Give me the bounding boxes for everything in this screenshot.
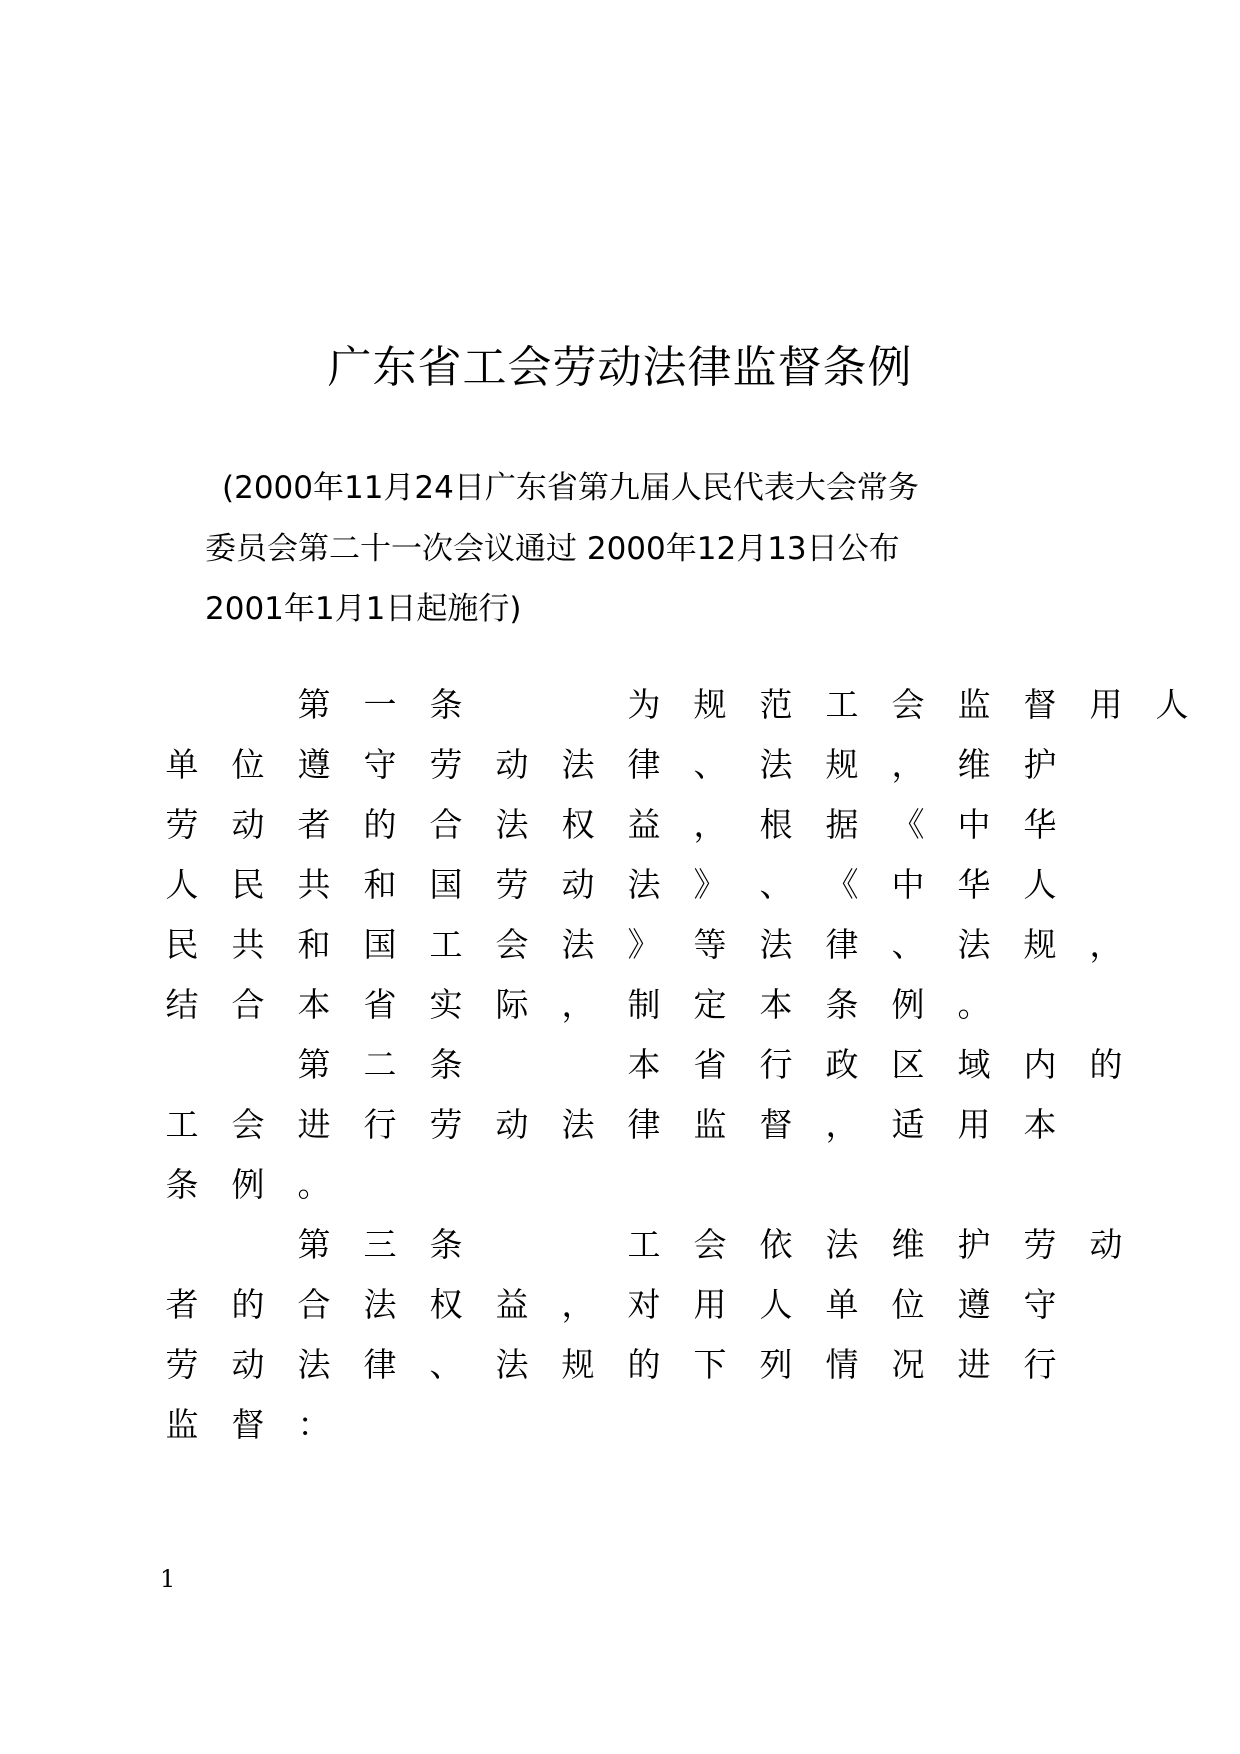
body-char: 民 <box>165 925 199 964</box>
body-char: 人 <box>1155 685 1189 724</box>
body-char: 动 <box>495 1105 529 1144</box>
body-char: 内 <box>1023 1045 1057 1084</box>
body-char: 动 <box>1089 1225 1123 1264</box>
body-char: ， <box>561 1285 595 1324</box>
body-char: 依 <box>759 1225 793 1264</box>
body-char: 律 <box>627 745 661 784</box>
body-char: 对 <box>627 1285 661 1324</box>
body-char: 列 <box>759 1345 793 1384</box>
body-char: ， <box>825 1105 859 1144</box>
body-char: 实 <box>429 985 463 1024</box>
body-char: 法 <box>759 745 793 784</box>
body-char: 护 <box>1023 745 1057 784</box>
body-char: 国 <box>429 865 463 904</box>
body-char: 合 <box>297 1285 331 1324</box>
body-char: 法 <box>561 1105 595 1144</box>
body-char: 益 <box>495 1285 529 1324</box>
body-char: 情 <box>825 1345 859 1384</box>
body-char: 。 <box>957 985 991 1024</box>
body-char: 进 <box>957 1345 991 1384</box>
body-char: 维 <box>891 1225 925 1264</box>
body-char: 第 <box>297 1045 331 1084</box>
body-char: 、 <box>429 1345 463 1384</box>
body-char: 行 <box>759 1045 793 1084</box>
body-char: 人 <box>759 1285 793 1324</box>
body-char: 省 <box>693 1045 727 1084</box>
body-char: ， <box>891 745 925 784</box>
body-char: 三 <box>363 1225 397 1264</box>
body-char: 华 <box>1023 805 1057 844</box>
adoption-note-line-1: (2000年11月24日广东省第九届人民代表大会常务 <box>222 470 919 506</box>
body-char: 法 <box>363 1285 397 1324</box>
body-char: ： <box>297 1405 331 1444</box>
body-char: 行 <box>1023 1345 1057 1384</box>
body-char: 会 <box>231 1105 265 1144</box>
body-char: 二 <box>363 1045 397 1084</box>
body-char: 规 <box>1023 925 1057 964</box>
body-char: 权 <box>429 1285 463 1324</box>
body-char: 动 <box>231 805 265 844</box>
body-char: 制 <box>627 985 661 1024</box>
body-char: 护 <box>957 1225 991 1264</box>
body-char: 《 <box>891 805 925 844</box>
body-char: 规 <box>561 1345 595 1384</box>
body-char: 。 <box>297 1165 331 1204</box>
body-char: 据 <box>825 805 859 844</box>
body-char: 一 <box>363 685 397 724</box>
body-char: 工 <box>825 685 859 724</box>
body-char: 中 <box>957 805 991 844</box>
body-char: 单 <box>165 745 199 784</box>
body-char: 用 <box>1089 685 1123 724</box>
body-line <box>160 863 1160 907</box>
body-char: 区 <box>891 1045 925 1084</box>
body-char: 、 <box>759 865 793 904</box>
body-char: 者 <box>165 1285 199 1324</box>
body-char: 守 <box>1023 1285 1057 1324</box>
body-char: 法 <box>825 1225 859 1264</box>
body-line <box>160 1103 1160 1147</box>
body-line <box>160 1403 1160 1447</box>
adoption-note-line-2: 委员会第二十一次会议通过 2000年12月13日公布 <box>205 531 900 567</box>
body-char: 监 <box>693 1105 727 1144</box>
body-char: 动 <box>495 745 529 784</box>
adoption-note-line-3: 2001年1月1日起施行) <box>205 591 522 627</box>
body-char: 用 <box>957 1105 991 1144</box>
body-char: 督 <box>1023 685 1057 724</box>
body-char: 法 <box>561 925 595 964</box>
body-char: 法 <box>759 925 793 964</box>
body-char: 劳 <box>495 865 529 904</box>
body-char: 法 <box>495 805 529 844</box>
page-number: 1 <box>160 1565 176 1593</box>
body-char: 、 <box>891 925 925 964</box>
body-char: 律 <box>627 1105 661 1144</box>
body-char: 国 <box>363 925 397 964</box>
body-char: 律 <box>363 1345 397 1384</box>
body-char: 条 <box>165 1165 199 1204</box>
body-char: 动 <box>231 1345 265 1384</box>
body-char: 域 <box>957 1045 991 1084</box>
body-char: 和 <box>363 865 397 904</box>
body-char: 本 <box>627 1045 661 1084</box>
body-char: 律 <box>825 925 859 964</box>
body-char: 位 <box>231 745 265 784</box>
body-char: 范 <box>759 685 793 724</box>
body-char: 的 <box>363 805 397 844</box>
body-char: 益 <box>627 805 661 844</box>
body-char: 定 <box>693 985 727 1024</box>
body-char: 适 <box>891 1105 925 1144</box>
body-char: 》 <box>693 865 727 904</box>
body-char: 督 <box>231 1405 265 1444</box>
body-char: 单 <box>825 1285 859 1324</box>
body-char: 条 <box>825 985 859 1024</box>
body-char: 条 <box>429 1225 463 1264</box>
body-char: 遵 <box>297 745 331 784</box>
body-char: 下 <box>693 1345 727 1384</box>
body-char: 监 <box>957 685 991 724</box>
body-char: 的 <box>1089 1045 1123 1084</box>
body-char: 华 <box>957 865 991 904</box>
body-char: 本 <box>759 985 793 1024</box>
body-line <box>160 1043 1160 1087</box>
body-char: 本 <box>297 985 331 1024</box>
body-char: ， <box>561 985 595 1024</box>
body-char: 共 <box>231 925 265 964</box>
body-line <box>160 1343 1160 1387</box>
body-char: 维 <box>957 745 991 784</box>
body-char: 和 <box>297 925 331 964</box>
body-char: 共 <box>297 865 331 904</box>
document-title: 广东省工会劳动法律监督条例 <box>327 342 913 393</box>
body-char: 法 <box>297 1345 331 1384</box>
body-char: 的 <box>231 1285 265 1324</box>
body-char: 行 <box>363 1105 397 1144</box>
body-char: 根 <box>759 805 793 844</box>
body-char: 第 <box>297 1225 331 1264</box>
body-char: 法 <box>561 745 595 784</box>
body-char: 进 <box>297 1105 331 1144</box>
body-char: 政 <box>825 1045 859 1084</box>
body-char: 第 <box>297 685 331 724</box>
body-char: 劳 <box>429 745 463 784</box>
body-char: 的 <box>627 1345 661 1384</box>
body-char: 法 <box>495 1345 529 1384</box>
body-line <box>160 743 1160 787</box>
body-char: 况 <box>891 1345 925 1384</box>
body-char: 者 <box>297 805 331 844</box>
body-line <box>160 1163 1160 1207</box>
body-char: 工 <box>627 1225 661 1264</box>
body-char: 条 <box>429 685 463 724</box>
body-char: ， <box>693 805 727 844</box>
body-char: 》 <box>627 925 661 964</box>
body-char: 、 <box>693 745 727 784</box>
body-char: 会 <box>891 685 925 724</box>
body-char: 为 <box>627 685 661 724</box>
body-char: 劳 <box>165 1345 199 1384</box>
body-char: 本 <box>1023 1105 1057 1144</box>
body-char: 合 <box>231 985 265 1024</box>
body-char: 会 <box>693 1225 727 1264</box>
body-char: 遵 <box>957 1285 991 1324</box>
body-char: 守 <box>363 745 397 784</box>
body-char: 际 <box>495 985 529 1024</box>
body-char: 督 <box>759 1105 793 1144</box>
body-char: 法 <box>627 865 661 904</box>
body-char: 《 <box>825 865 859 904</box>
body-char: 劳 <box>429 1105 463 1144</box>
body-char: 例 <box>891 985 925 1024</box>
body-char: 监 <box>165 1405 199 1444</box>
body-char: 工 <box>165 1105 199 1144</box>
body-char: 条 <box>429 1045 463 1084</box>
body-char: 动 <box>561 865 595 904</box>
body-char: 权 <box>561 805 595 844</box>
body-char: ， <box>1089 925 1123 964</box>
body-char: 人 <box>165 865 199 904</box>
body-char: 合 <box>429 805 463 844</box>
body-char: 位 <box>891 1285 925 1324</box>
body-line <box>160 683 1189 727</box>
body-char: 中 <box>891 865 925 904</box>
body-line <box>160 923 1160 967</box>
body-char: 例 <box>231 1165 265 1204</box>
body-char: 结 <box>165 985 199 1024</box>
body-char: 规 <box>825 745 859 784</box>
body-char: 等 <box>693 925 727 964</box>
body-char: 法 <box>957 925 991 964</box>
body-char: 人 <box>1023 865 1057 904</box>
body-char: 工 <box>429 925 463 964</box>
body-char: 劳 <box>165 805 199 844</box>
body-line <box>160 1223 1160 1267</box>
body-line <box>160 1283 1160 1327</box>
body-line <box>160 983 1160 1027</box>
body-char: 用 <box>693 1285 727 1324</box>
body-char: 会 <box>495 925 529 964</box>
body-char: 民 <box>231 865 265 904</box>
body-char: 劳 <box>1023 1225 1057 1264</box>
body-line <box>160 803 1160 847</box>
body-char: 规 <box>693 685 727 724</box>
body-char: 省 <box>363 985 397 1024</box>
